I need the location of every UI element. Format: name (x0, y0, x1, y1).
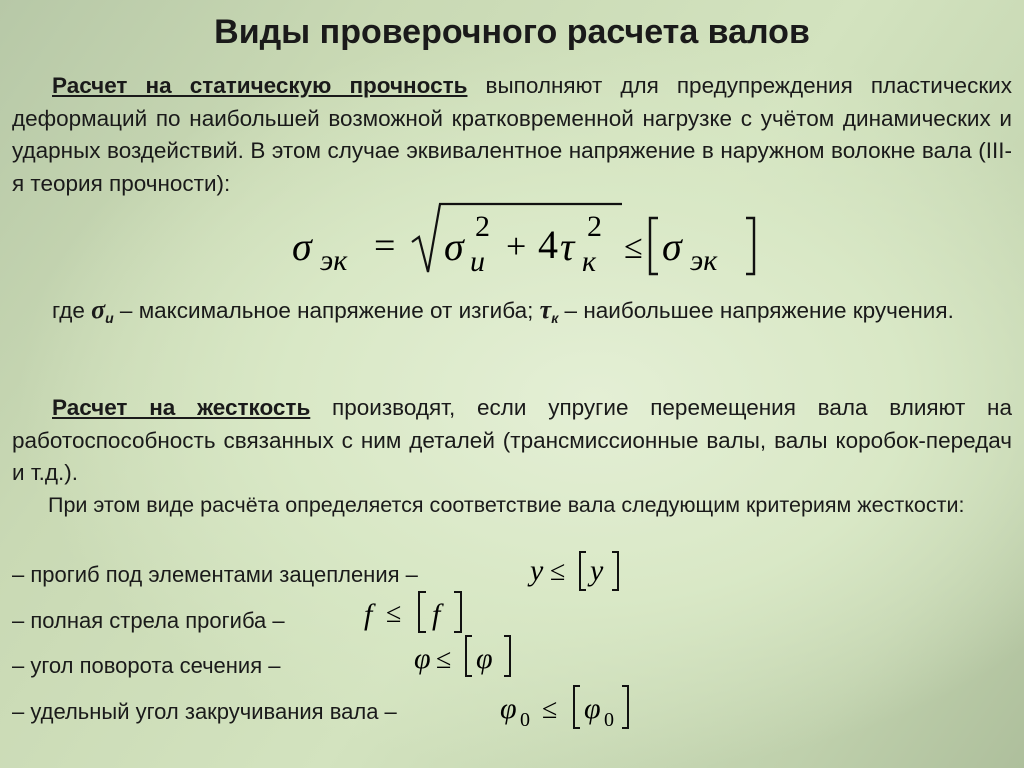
criterion-full-deflection-formula (360, 586, 480, 636)
equivalent-stress-formula (288, 198, 768, 282)
where-word: где (52, 298, 92, 323)
deflection-left-bracket (580, 552, 586, 590)
plus-sign: + (506, 226, 527, 266)
criterion-rotation-angle (12, 651, 280, 681)
stiffness-text: производят, если упругие перемещения вала влияют на работоспособность связанных с ним деталей (трансмиссионные валы, валы коробок-передач и т.д.). (12, 395, 1012, 485)
twist-allowable-subscript: 0 (604, 709, 614, 731)
static-strength-paragraph (12, 70, 1012, 200)
rotation-left-bracket (466, 636, 472, 676)
full-deflection-var: f (364, 598, 373, 631)
criterion-full-deflection-label: – полная стрела прогиба – (12, 608, 285, 633)
left-square-bracket (650, 218, 658, 274)
equals-sign: = (374, 225, 396, 267)
static-strength-text: выполняют для предупреждения пластических деформаций по наибольшей возможной кратковременной нагрузке с учётом динамических и ударных воздействий. В этом случае эквивалентное напряжение в наружном волокне вала (III-я теория прочности): (12, 73, 1012, 196)
right-square-bracket (746, 218, 754, 274)
deflection-var: y (530, 554, 544, 587)
tau-k-subscript: к (582, 245, 597, 278)
allowable-sigma-symbol: σ (662, 224, 682, 269)
sigma-i-inline-symbol: σ (91, 295, 106, 324)
rotation-var: φ (414, 642, 431, 675)
sigma-i-exponent: 2 (475, 210, 490, 243)
tau-k-exponent: 2 (587, 210, 602, 243)
slide-title: Виды проверочного расчета валов (214, 13, 810, 51)
sigma-ek-subscript: эк (320, 244, 348, 277)
deflection-right-bracket (612, 552, 618, 590)
full-deflection-leq: ≤ (386, 598, 402, 629)
coefficient-four: 4 (538, 222, 558, 267)
twist-subscript: 0 (520, 709, 530, 731)
full-deflection-left-bracket (419, 592, 426, 632)
criteria-intro-paragraph (12, 492, 1012, 519)
sigma-i-inline-subscript: и (105, 310, 114, 326)
twist-leq: ≤ (542, 694, 558, 725)
twist-left-bracket (574, 686, 580, 728)
deflection-allowable-var: y (590, 554, 604, 587)
criterion-full-deflection (12, 606, 285, 636)
tau-k-inline-symbol: τ (539, 295, 552, 324)
sigma-i-subscript: и (470, 245, 485, 278)
tau-k-description: – наибольшее напряжение кручения. (558, 298, 954, 323)
sigma-i-description: – максимальное напряжение от изгиба; (113, 298, 540, 323)
leq-sign: ≤ (624, 229, 643, 266)
tau-k-inline-subscript: к (551, 310, 559, 326)
twist-right-bracket (622, 686, 628, 728)
sigma-ek-symbol: σ (292, 224, 312, 269)
criterion-twist-angle-formula (498, 680, 648, 734)
full-deflection-right-bracket (454, 592, 461, 632)
criterion-deflection (12, 560, 418, 590)
symbol-explanation-paragraph (12, 294, 1012, 335)
stiffness-paragraph (12, 392, 1012, 490)
criterion-rotation-angle-formula (412, 632, 532, 682)
criterion-rotation-angle-label: – угол поворота сечения – (12, 653, 281, 678)
criterion-deflection-formula (528, 546, 638, 596)
stiffness-term: Расчет на жесткость (52, 395, 311, 420)
full-deflection-allowable-var: f (432, 598, 441, 631)
rotation-right-bracket (504, 636, 510, 676)
static-strength-term: Расчет на статическую прочность (52, 73, 468, 98)
criterion-deflection-label: – прогиб под элементами зацепления – (12, 562, 418, 587)
criterion-twist-angle-label: – удельный угол закручивания вала – (12, 699, 397, 724)
twist-var: φ (500, 692, 517, 725)
criteria-intro-text: При этом виде расчёта определяется соответствие вала следующим критериям жесткости: (48, 493, 965, 517)
criterion-twist-angle (12, 697, 397, 727)
tau-k-symbol: τ (560, 224, 575, 269)
deflection-leq: ≤ (550, 556, 566, 587)
allowable-sigma-subscript: эк (690, 244, 718, 277)
rotation-leq: ≤ (436, 644, 452, 675)
sigma-i-symbol: σ (444, 224, 464, 269)
rotation-allowable-var: φ (476, 642, 493, 675)
twist-allowable-var: φ (584, 692, 601, 725)
